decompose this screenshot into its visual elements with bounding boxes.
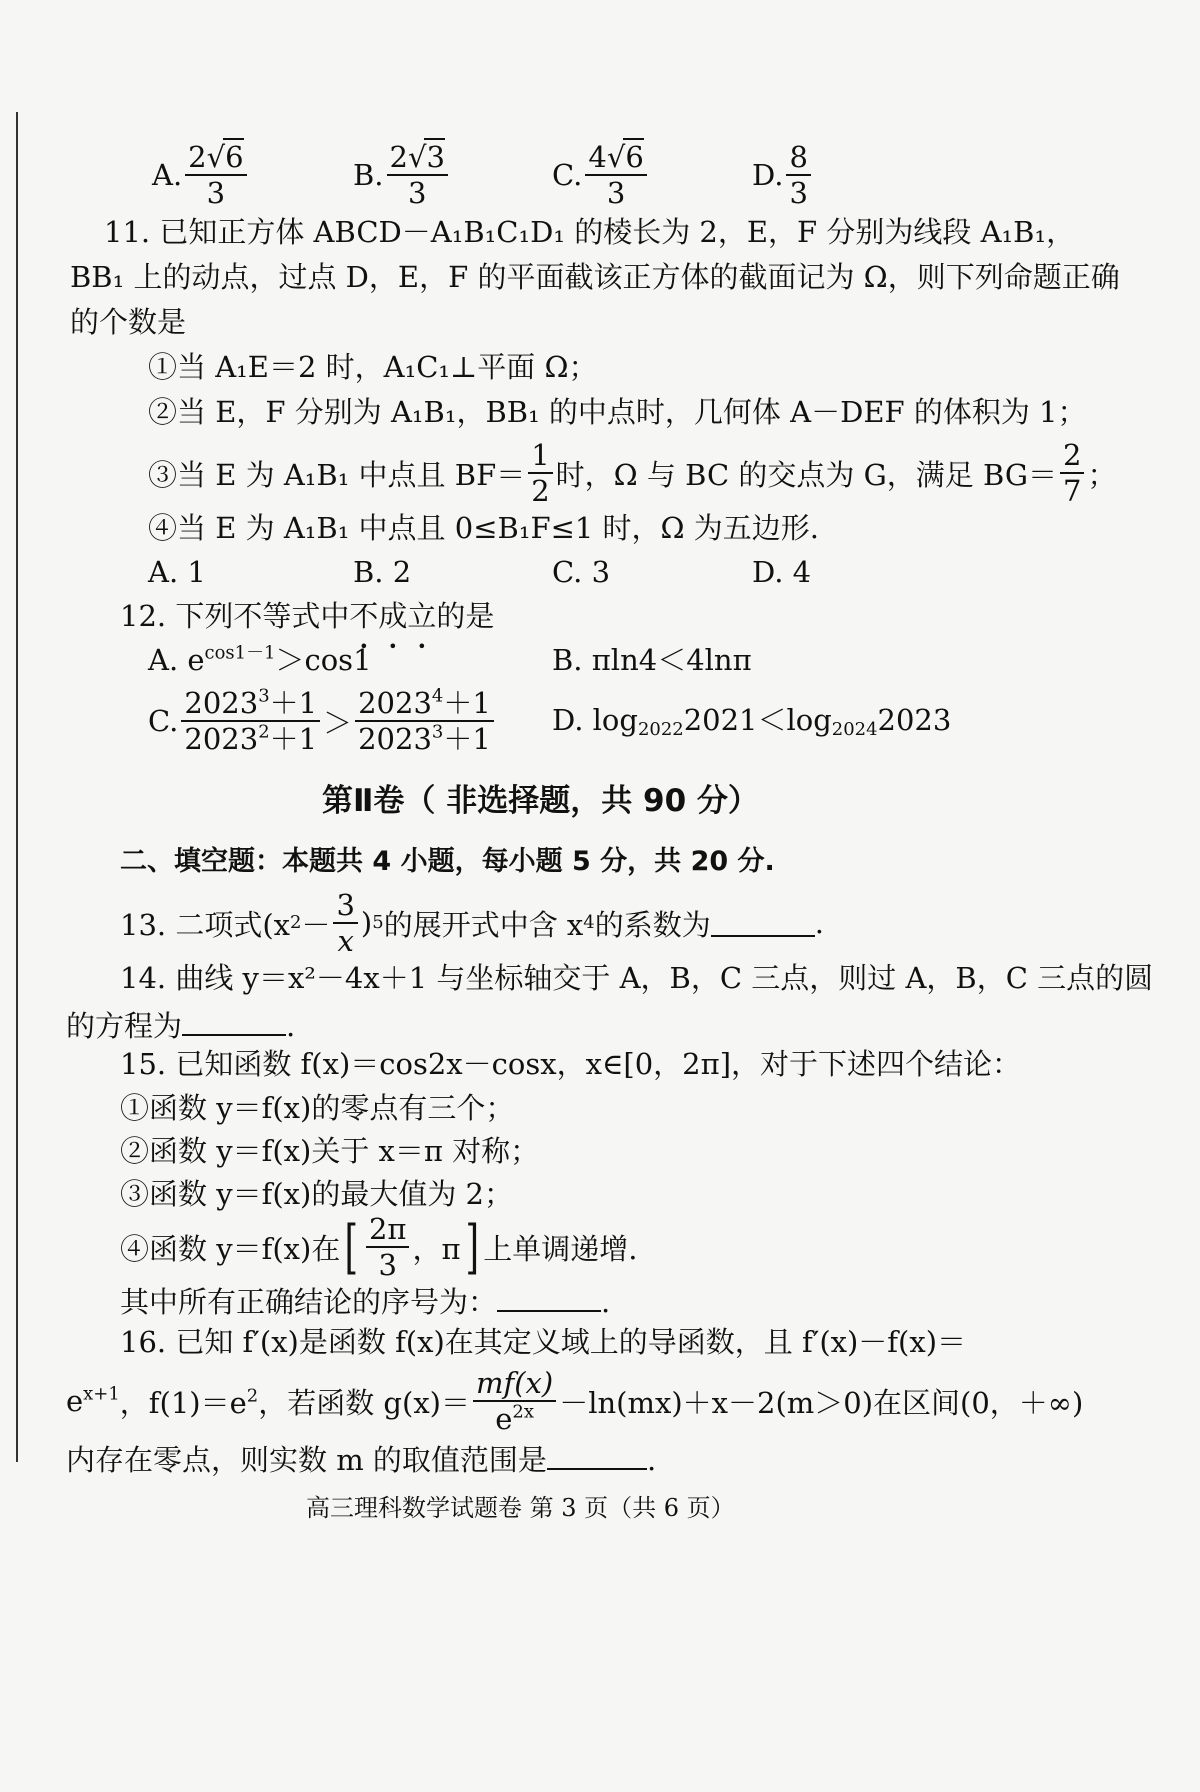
option-text: 2021＜log <box>683 703 832 737</box>
tail: ＋1 <box>269 686 318 720</box>
coefficient: 2 <box>188 140 207 174</box>
tail: ＋1 <box>269 722 318 757</box>
q14-line-1: 14. 曲线 y＝x²－4x＋1 与坐标轴交于 A，B，C 三点，则过 A，B，C 三点的圆 <box>120 961 1154 995</box>
statement-text: ，π <box>412 1231 461 1266</box>
q11-stem-line-3: 的个数是 <box>70 305 187 339</box>
q11-stem-line-1: 11. 已知正方体 ABCD－A₁B₁C₁D₁ 的棱长为 2，E，F 分别为线段 A₁B₁， <box>104 215 1076 249</box>
q15-ask <box>120 1284 610 1317</box>
radicand: 3 <box>426 140 445 174</box>
fraction <box>333 890 357 957</box>
answer-blank[interactable] <box>497 1284 601 1312</box>
q12-option-a <box>148 642 372 677</box>
q16-line-1: 16. 已知 f′(x)是函数 f(x)在其定义域上的导函数，且 f′(x)－f(x)＝ <box>120 1325 967 1359</box>
base: 2023 <box>358 686 432 720</box>
exponent: 3 <box>258 685 270 707</box>
section-title: 第Ⅱ卷（ 非选择题，共 90 分） <box>322 783 759 819</box>
fraction: $\frac{4√6}{3}$ <box>585 142 646 209</box>
question-text <box>66 1384 120 1418</box>
q15-statement-4 <box>120 1214 637 1281</box>
q11-statement-3 <box>148 440 1116 507</box>
denominator: 3 <box>606 176 626 211</box>
option-label: C. <box>148 704 179 739</box>
question-text <box>120 1381 258 1422</box>
denominator: x <box>337 924 354 959</box>
q10-option-d <box>752 142 814 209</box>
fill-in-heading: 二、填空题：本题共 4 小题，每小题 5 分，共 20 分. <box>120 846 775 877</box>
option-text: 2023 <box>877 703 952 737</box>
question-text: ，若函数 g(x)＝ <box>258 1385 470 1420</box>
question-text: 内存在零点，则实数 m 的取值范围是 <box>66 1443 547 1477</box>
left-bracket: [ <box>344 1213 359 1282</box>
operator: － <box>301 907 331 942</box>
fraction <box>786 142 810 209</box>
stem-text: 的是 <box>436 599 495 633</box>
page-footer: 高三理科数学试题卷 第 3 页（共 6 页） <box>306 1494 735 1522</box>
stem-text: 12. 下列不等式中 <box>120 599 350 633</box>
option-label: B. <box>353 158 384 193</box>
base: e <box>66 1384 84 1419</box>
question-text: . <box>286 1009 296 1043</box>
exponent: 2 <box>258 721 270 743</box>
tail: ＋1 <box>443 722 491 757</box>
numerator: 2π <box>366 1214 410 1248</box>
base: 2023 <box>184 686 259 720</box>
question-text: ) <box>360 906 373 941</box>
exponent: 3 <box>431 721 444 743</box>
emphasis-char: 成 <box>378 599 408 633</box>
denominator: 3 <box>408 176 427 211</box>
q15-statement-1: ①函数 y＝f(x)的零点有三个； <box>120 1091 515 1125</box>
option-text: ＞cos1 <box>275 643 372 677</box>
exponent: 4 <box>431 685 444 707</box>
radicand: 6 <box>225 140 244 174</box>
denominator: 2 <box>531 474 550 509</box>
numerator: 2 <box>1060 440 1084 474</box>
answer-blank[interactable] <box>182 1008 286 1036</box>
q12-stem <box>120 599 495 633</box>
fraction: $\frac{2√6}{3}$ <box>185 142 246 209</box>
fraction <box>181 685 320 757</box>
coefficient: 4 <box>588 140 607 174</box>
q15-stem: 15. 已知函数 f(x)＝cos2x－cosx，x∈[0，2π]，对于下述四个结论： <box>120 1047 1022 1081</box>
base: e <box>495 1402 513 1437</box>
denominator: 3 <box>206 176 226 211</box>
denominator: 3 <box>378 1248 397 1283</box>
question-text: . <box>814 906 824 941</box>
q12-option-c <box>148 685 497 757</box>
q14-line-2 <box>66 1008 295 1041</box>
log-base: 2022 <box>637 719 684 741</box>
q11-option-b: B. 2 <box>353 555 412 589</box>
question-text: 其中所有正确结论的序号为： <box>120 1285 498 1319</box>
q11-statement-1: ①当 A₁E＝2 时，A₁C₁⊥平面 Ω； <box>148 350 598 384</box>
fraction <box>528 440 552 507</box>
exponent: cos1－1 <box>204 642 276 664</box>
denominator: 7 <box>1063 474 1082 509</box>
statement-text: ④函数 y＝f(x)在 <box>120 1231 341 1266</box>
q11-option-c: C. 3 <box>552 555 611 589</box>
q15-statement-2: ②函数 y＝f(x)关于 x＝π 对称； <box>120 1134 540 1168</box>
q12-option-d <box>552 703 952 741</box>
option-label: A. <box>152 158 183 193</box>
fraction <box>355 685 494 757</box>
exponent: 2 <box>246 1385 259 1407</box>
statement-text: 时，Ω 与 BC 的交点为 G，满足 BG＝ <box>555 457 1058 492</box>
numerator: 8 <box>786 142 810 176</box>
exponent: 2x <box>512 1401 534 1423</box>
radicand: 6 <box>625 140 644 174</box>
fraction <box>473 1368 556 1435</box>
q16-line-3 <box>66 1442 656 1475</box>
q16-line-2 <box>66 1368 1083 1435</box>
question-text: 的方程为 <box>66 1009 183 1043</box>
base: 2023 <box>358 722 432 757</box>
q11-statement-4: ④当 E 为 A₁B₁ 中点且 0≤B₁F≤1 时，Ω 为五边形. <box>148 511 820 545</box>
q10-option-c <box>552 142 650 209</box>
denominator: 3 <box>789 176 808 211</box>
base: 2023 <box>184 722 259 757</box>
option-text: D. log <box>552 703 638 737</box>
answer-blank[interactable] <box>547 1442 647 1470</box>
question-text: －ln(mx)＋x－2(m＞0)在区间(0，＋∞) <box>559 1385 1084 1420</box>
question-text: . <box>601 1285 611 1319</box>
tail: ＋1 <box>443 686 491 720</box>
numerator: mf(x) <box>473 1368 556 1402</box>
margin-rule <box>16 112 18 1462</box>
numerator: 3 <box>333 890 357 924</box>
q11-statement-2: ②当 E，F 分别为 A₁B₁，BB₁ 的中点时，几何体 A－DEF 的体积为 1； <box>148 395 1087 429</box>
q11-option-d: D. 4 <box>752 555 812 589</box>
question-text: . <box>646 1443 657 1477</box>
fraction <box>1060 440 1084 507</box>
emphasis-char: 立 <box>407 599 437 633</box>
q11-option-a: A. 1 <box>148 555 206 589</box>
option-text: A. e <box>148 643 205 677</box>
q13: 13. 二项式(x 2 － $\frac{3}{x}$ ) 5 的展开式中含 x 4 的系数为 . <box>120 888 824 959</box>
q12-option-b: B. πln4＜4lnπ <box>552 643 752 677</box>
emphasis-char: 不 <box>349 599 379 633</box>
right-bracket: ] <box>465 1213 479 1282</box>
option-label: C. <box>552 158 583 193</box>
exponent: x+1 <box>83 1383 120 1405</box>
answer-blank[interactable] <box>711 909 815 937</box>
question-text: 的展开式中含 x <box>383 907 584 942</box>
log-base: 2024 <box>831 719 878 741</box>
q10-option-b <box>353 142 451 209</box>
relation: ＞ <box>323 705 353 740</box>
numerator: 1 <box>528 440 552 474</box>
option-label: D. <box>752 158 784 193</box>
statement-text: 上单调递增. <box>483 1231 638 1266</box>
fraction <box>366 1214 410 1281</box>
q15-statement-3: ③函数 y＝f(x)的最大值为 2； <box>120 1177 513 1211</box>
question-text: 的系数为 <box>594 907 711 942</box>
text: ，f(1)＝e <box>119 1385 247 1420</box>
question-text: 13. 二项式(x <box>120 907 291 942</box>
coefficient: 2 <box>389 140 408 174</box>
q11-stem-line-2: BB₁ 上的动点，过点 D，E，F 的平面截该正方体的截面记为 Ω，则下列命题正确 <box>70 260 1120 294</box>
q10-option-a <box>152 142 250 209</box>
fraction: $\frac{2√3}{3}$ <box>387 142 448 209</box>
statement-text: ③当 E 为 A₁B₁ 中点且 BF＝ <box>148 457 526 492</box>
statement-text: ； <box>1087 457 1117 492</box>
